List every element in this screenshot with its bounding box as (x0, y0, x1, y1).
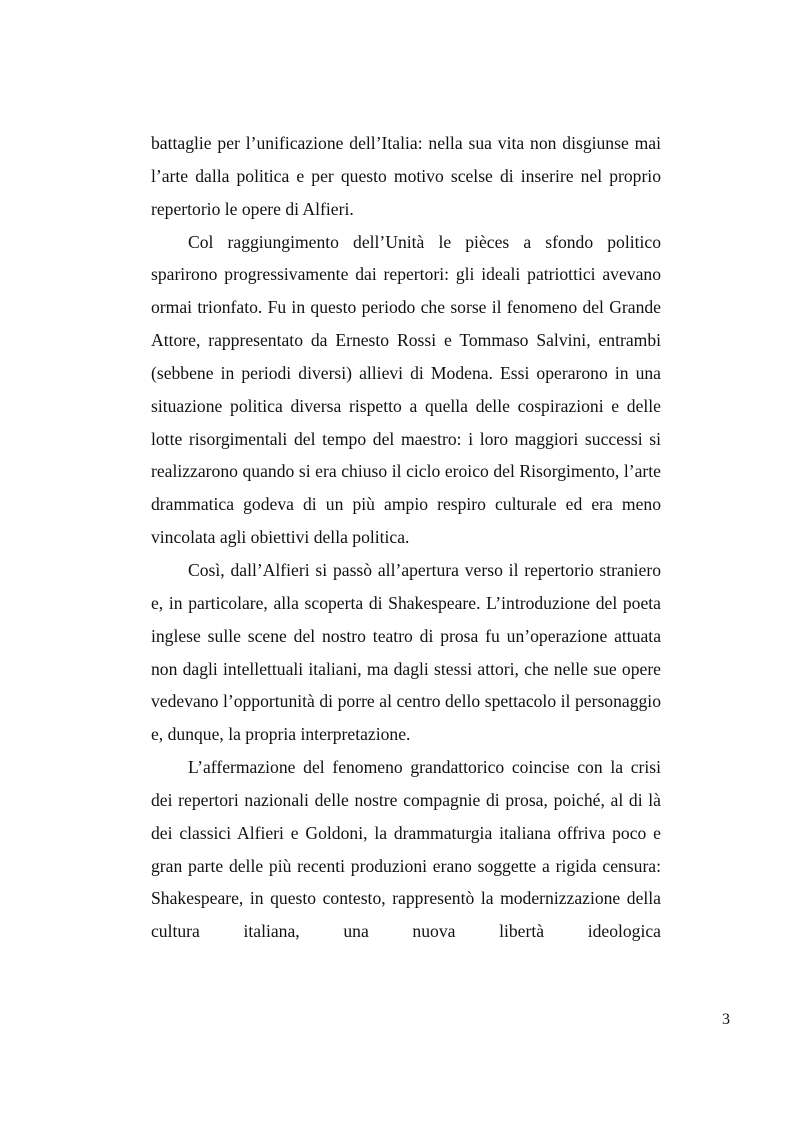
paragraph-1: battaglie per l’unificazione dell’Italia: nella sua vita non disgiunse mai l’arte dalla politica e per questo motivo scelse di inserire nel proprio repertorio le opere di Alfieri. (151, 133, 661, 219)
page-number: 3 (722, 1011, 730, 1028)
paragraph-3: Così, dall’Alfieri si passò all’apertura verso il repertorio straniero e, in particolare, alla scoperta di Shakespeare. L’introduzione del poeta inglese sulle scene del nostro teatro di prosa fu un’operazione attuata non dagli intellettuali italiani, ma dagli stessi attori, che nelle sue opere vedevano l’opportunità di porre al centro dello spettacolo il personaggio e, dunque, la propria interpretazione. (151, 559, 661, 745)
paragraph-4: L’affermazione del fenomeno grandattorico coincise con la crisi dei repertori nazionali delle nostre compagnie di prosa, poiché, al di là dei classici Alfieri e Goldoni, la drammaturgia italiana offriva poco e gran parte delle più recenti produzioni erano soggette a rigida censura: Shakespeare, in questo contesto, rappresentò la modernizzazione della cultura italiana, una nuova libertà ideologica (151, 757, 661, 942)
body-text (151, 127, 661, 948)
paragraph-2: Col raggiungimento dell’Unità le pièces a sfondo politico sparirono progressivamente dai repertori: gli ideali patriottici avevano ormai trionfato. Fu in questo periodo che sorse il fenomeno del Grande Attore, rappresentato da Ernesto Rossi e Tommaso Salvini, entrambi (sebbene in periodi diversi) allievi di Modena. Essi operarono in una situazione politica diversa rispetto a quella delle cospirazioni e delle lotte risorgimentali del tempo del maestro: i loro maggiori successi si realizzarono quando si era chiuso il ciclo eroico del Risorgimento, l’arte drammatica godeva di un più ampio respiro culturale ed era meno vincolata agli obiettivi della politica. (151, 231, 661, 548)
